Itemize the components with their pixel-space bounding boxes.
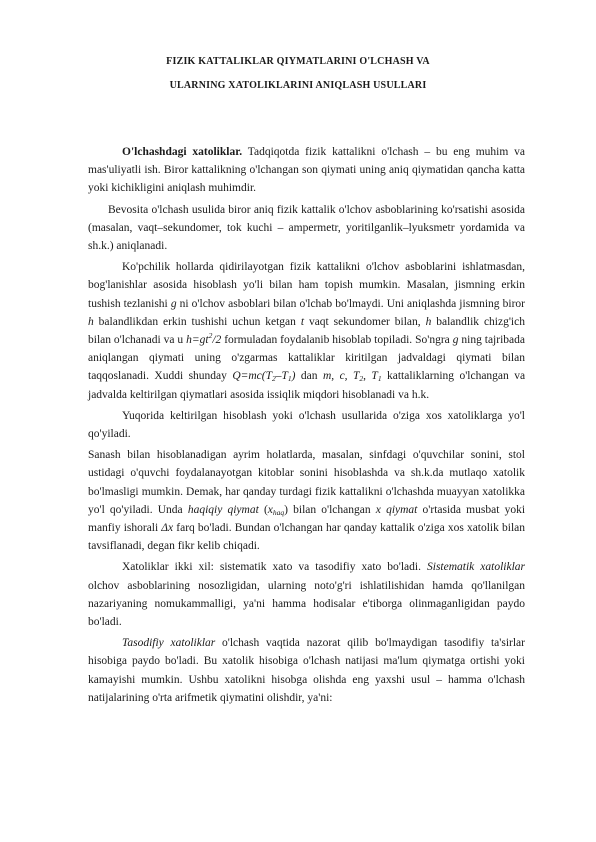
- formula-part: h=gt: [186, 334, 209, 347]
- var-letter: T: [352, 370, 360, 383]
- paragraph-4: Yuqorida keltirilgan hisoblash yoki o'lchash usullarida o'ziga xos xatoliklarga yo'l qo'yiladi.: [88, 409, 525, 441]
- formula-heat: [232, 370, 295, 382]
- term-measured-value: x qiymat: [375, 503, 418, 516]
- var-h: h: [88, 315, 94, 328]
- var-x-haq: [268, 504, 284, 516]
- p7-a: o'lchash vaqtida nazorat qilib bo'lmaydigan tasodifiy ta'sirlar hisobiga paydo bo'ladi. Bu xatolik hisobiga o'lchash natijasi ma'lum qiymatga ortishi yoki kamayishi mumkin. Ushbu xatolikni hisobga olishda eng yaxshi usul – hamma o'lchash natijalarining o'rta arifmetik qiymatini olishdir, ya'ni:: [88, 637, 525, 704]
- formula-exponent: 2: [208, 331, 213, 341]
- var-t: t: [300, 315, 305, 328]
- p3-c: balandlikdan erkin tushishi uchun ketgan: [93, 315, 301, 328]
- separator: ,: [363, 370, 372, 383]
- paragraph-1: [88, 143, 525, 198]
- formula-part: /2: [212, 334, 222, 347]
- var-g: g: [170, 297, 177, 310]
- var-T2: [353, 370, 363, 382]
- paragraph-3: [88, 258, 525, 404]
- p3-d: vaqt sekundomer bilan,: [304, 315, 426, 328]
- term-random-errors: Tasodifiy xatoliklar: [122, 637, 216, 650]
- var-h: h: [425, 315, 432, 328]
- var-delta-x: Δx: [161, 522, 174, 535]
- var-c: c,: [339, 370, 348, 383]
- p5-b: (: [258, 503, 268, 516]
- p5-a: Sanash bilan hisoblanadigan ayrim holatlarda, masalan, sinfdagi o'quvchilar sonini, stol ustidagi o'quvchi foydalanayotgan kitoblar sonini hisoblashda va sh.k.da mutlaqo xatolik bo'lmasligi mumkin. Demak, har qanday turdagi fizik kattalikni o'lchashda muayyan xatolikka yo'l qo'yiladi. Unda: [88, 449, 525, 516]
- paragraph-7: [88, 634, 525, 707]
- p6-b: olchov asboblarining nosozligidan, ularning noto'g'ri ishlatilishidan hamda qo'llanilgan nazariyaning nomukammalligi, ya'ni hamma hodisalar e'tiborga olinmaganligidan paydo bo'ladi.: [88, 579, 525, 629]
- var-subscript: 2: [359, 374, 364, 384]
- title-line-1: FIZIK KATTALIKLAR QIYMATLARINI O'LCHASH VA: [166, 56, 430, 67]
- var-letter: T: [371, 370, 378, 383]
- formula-part: ): [291, 370, 296, 383]
- var-subscript: haq: [272, 507, 285, 517]
- p3-i: kattaliklarning o'lchangan va jadvalda keltirilgan qiymatlari asosida issiqlik miqdori hisoblanadi va h.k.: [88, 370, 526, 401]
- paragraph-5: [88, 446, 525, 555]
- formula-free-fall: [186, 331, 222, 347]
- p3-b: ni o'lchov asboblari bilan o'lchab bo'lmaydi. Uni aniqlashda jismning biror: [176, 297, 525, 310]
- p5-d: o'rtasida musbat yoki manfiy ishorali: [88, 503, 526, 535]
- p5-e: farq bo'ladi. Bundan o'lchangan har qanday kattalik o'ziga xos xatolik bilan tavsiflanadi, degan fikr kelib chiqadi.: [88, 522, 525, 553]
- p3-f: formuladan foydalanib hisoblab topiladi. So'ngra: [221, 334, 453, 347]
- var-g: g: [452, 334, 459, 347]
- formula-subscript: 1: [287, 374, 292, 384]
- title-line-2: ULARNING XATOLIKLARINI ANIQLASH USULLARI: [169, 80, 427, 91]
- p3-a: Ko'pchilik hollarda qidirilayotgan fizik kattalikni o'lchov asboblarini ishlatmasdan, bog'lanishlar asosida hisoblash yo'li bilan ham topish mumkin. Masalan, jismning erkin tushish tezlanishi: [88, 261, 525, 310]
- p5-c: ) bilan o'lchangan: [284, 503, 376, 516]
- var-subscript: 1: [377, 374, 382, 384]
- p1-text: Tadqiqotda fizik kattalikni o'lchash – bu eng muhim va mas'uliyatli ish. Biror kattalikning o'lchangan son qiymati uning aniq qiymatidan qancha katta yoki kichikligini aniqlash muhimdir.: [88, 146, 525, 195]
- formula-subscript: 2: [272, 374, 276, 384]
- paragraph-2: Bevosita o'lchash usulida biror aniq fizik kattalik o'lchov asboblarining ko'rsatishi asosida (masalan, vaqt–sekundomer, tok kuchi – ampermetr, yoritilganlik–lyuksmetr yordamida va sh.k.) aniqlanadi.: [88, 203, 525, 253]
- p3-e: balandlik chizg'ich bilan o'lchanadi va u: [88, 315, 525, 347]
- paragraph-6: [88, 558, 525, 631]
- p6-a: Xatoliklar ikki xil: sistematik xato va tasodifiy xato bo'ladi.: [122, 561, 427, 574]
- document-body: [88, 143, 525, 710]
- var-letter: x: [267, 503, 273, 516]
- formula-part: –T: [275, 370, 288, 383]
- section-heading: O'lchashdagi xatoliklar.: [122, 146, 243, 158]
- term-true-value: haqiqiy qiymat: [187, 503, 259, 516]
- p3-g: ning tajribada aniqlangan qiymati uning o'zgarmas kattaliklar kiritilgan jadvaldagi qiymati bilan taqqoslanadi. Xuddi shunday: [88, 334, 525, 383]
- formula-part: Q=mc(T: [232, 370, 273, 383]
- var-m: m,: [322, 370, 335, 383]
- term-systematic-errors: Sistematik xatoliklar: [427, 561, 525, 574]
- var-T1: [371, 370, 381, 382]
- p3-h: dan: [295, 370, 323, 383]
